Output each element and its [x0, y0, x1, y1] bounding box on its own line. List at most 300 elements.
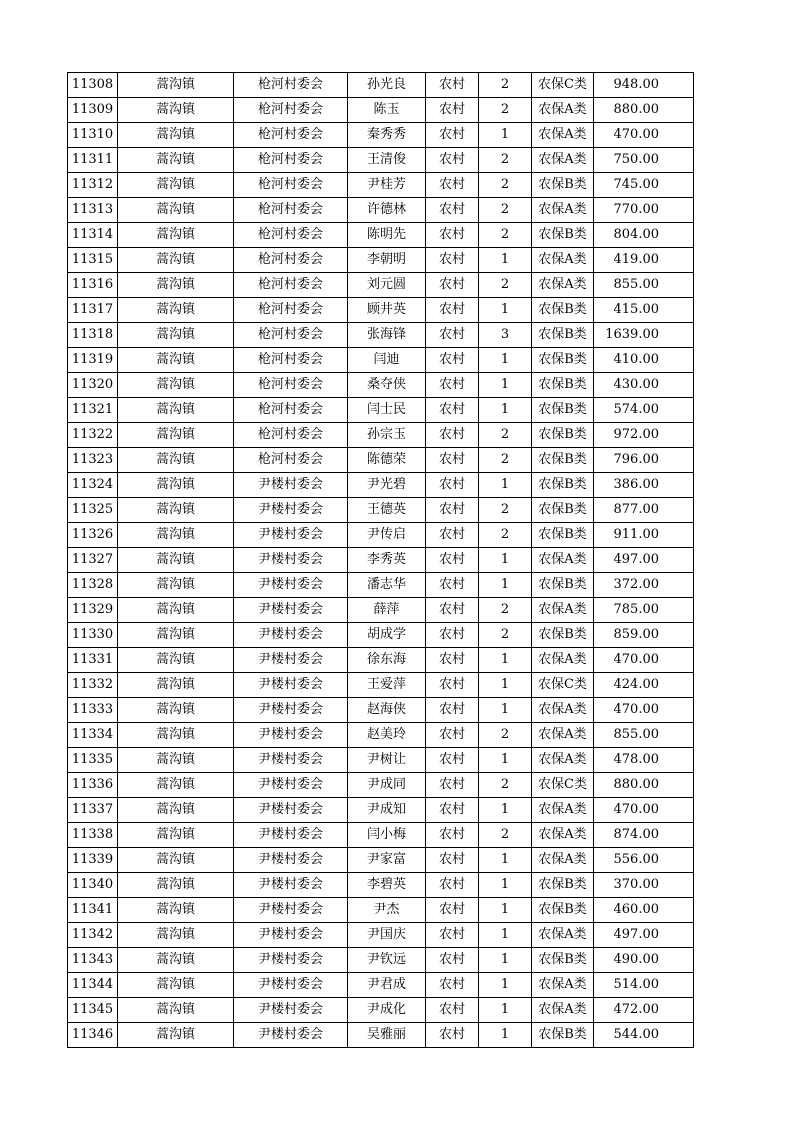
person-name-cell: 顾井英	[348, 298, 426, 323]
household-size-cell: 2	[479, 823, 532, 848]
village-committee-cell: 枪河村委会	[234, 323, 348, 348]
record-id-cell: 11331	[68, 648, 118, 673]
insurance-category-cell: 农保C类	[532, 673, 594, 698]
amount-cell: 372.00	[594, 573, 694, 598]
town-cell: 蒿沟镇	[118, 973, 234, 998]
household-size-cell: 2	[479, 773, 532, 798]
town-cell: 蒿沟镇	[118, 448, 234, 473]
amount-cell: 880.00	[594, 773, 694, 798]
area-type-cell: 农村	[426, 373, 479, 398]
record-id-cell: 11340	[68, 873, 118, 898]
area-type-cell: 农村	[426, 73, 479, 98]
record-id-cell: 11330	[68, 623, 118, 648]
area-type-cell: 农村	[426, 848, 479, 873]
area-type-cell: 农村	[426, 648, 479, 673]
village-committee-cell: 尹楼村委会	[234, 473, 348, 498]
amount-cell: 948.00	[594, 73, 694, 98]
record-id-cell: 11308	[68, 73, 118, 98]
table-row	[68, 773, 694, 798]
insurance-category-cell: 农保A类	[532, 598, 594, 623]
insurance-category-cell: 农保C类	[532, 73, 594, 98]
record-id-cell: 11309	[68, 98, 118, 123]
area-type-cell: 农村	[426, 948, 479, 973]
village-committee-cell: 尹楼村委会	[234, 998, 348, 1023]
village-committee-cell: 尹楼村委会	[234, 573, 348, 598]
amount-cell: 796.00	[594, 448, 694, 473]
table-row	[68, 123, 694, 148]
town-cell: 蒿沟镇	[118, 198, 234, 223]
amount-cell: 855.00	[594, 273, 694, 298]
insurance-category-cell: 农保A类	[532, 998, 594, 1023]
area-type-cell: 农村	[426, 548, 479, 573]
household-size-cell: 1	[479, 998, 532, 1023]
household-size-cell: 1	[479, 923, 532, 948]
record-id-cell: 11341	[68, 898, 118, 923]
amount-cell: 804.00	[594, 223, 694, 248]
person-name-cell: 闫小梅	[348, 823, 426, 848]
table-row	[68, 298, 694, 323]
area-type-cell: 农村	[426, 573, 479, 598]
table-row	[68, 623, 694, 648]
person-name-cell: 胡成学	[348, 623, 426, 648]
insurance-category-cell: 农保B类	[532, 373, 594, 398]
person-name-cell: 闫士民	[348, 398, 426, 423]
household-size-cell: 2	[479, 223, 532, 248]
table-row	[68, 723, 694, 748]
village-committee-cell: 尹楼村委会	[234, 873, 348, 898]
area-type-cell: 农村	[426, 498, 479, 523]
record-id-cell: 11336	[68, 773, 118, 798]
village-committee-cell: 枪河村委会	[234, 298, 348, 323]
village-committee-cell: 枪河村委会	[234, 248, 348, 273]
person-name-cell: 尹君成	[348, 973, 426, 998]
table-row	[68, 473, 694, 498]
amount-cell: 855.00	[594, 723, 694, 748]
village-committee-cell: 枪河村委会	[234, 348, 348, 373]
person-name-cell: 闫迪	[348, 348, 426, 373]
record-id-cell: 11329	[68, 598, 118, 623]
village-committee-cell: 尹楼村委会	[234, 748, 348, 773]
town-cell: 蒿沟镇	[118, 848, 234, 873]
area-type-cell: 农村	[426, 348, 479, 373]
town-cell: 蒿沟镇	[118, 623, 234, 648]
record-id-cell: 11325	[68, 498, 118, 523]
area-type-cell: 农村	[426, 398, 479, 423]
household-size-cell: 1	[479, 398, 532, 423]
person-name-cell: 尹杰	[348, 898, 426, 923]
record-id-cell: 11310	[68, 123, 118, 148]
village-committee-cell: 枪河村委会	[234, 198, 348, 223]
table-row	[68, 498, 694, 523]
household-size-cell: 1	[479, 848, 532, 873]
table-row	[68, 648, 694, 673]
insurance-category-cell: 农保A类	[532, 198, 594, 223]
town-cell: 蒿沟镇	[118, 223, 234, 248]
town-cell: 蒿沟镇	[118, 498, 234, 523]
town-cell: 蒿沟镇	[118, 523, 234, 548]
amount-cell: 544.00	[594, 1023, 694, 1048]
insurance-category-cell: 农保A类	[532, 798, 594, 823]
area-type-cell: 农村	[426, 773, 479, 798]
household-size-cell: 2	[479, 148, 532, 173]
amount-cell: 497.00	[594, 548, 694, 573]
amount-cell: 478.00	[594, 748, 694, 773]
village-committee-cell: 尹楼村委会	[234, 698, 348, 723]
insurance-category-cell: 农保A类	[532, 973, 594, 998]
town-cell: 蒿沟镇	[118, 798, 234, 823]
household-size-cell: 1	[479, 673, 532, 698]
amount-cell: 1639.00	[594, 323, 694, 348]
person-name-cell: 王爱萍	[348, 673, 426, 698]
record-id-cell: 11312	[68, 173, 118, 198]
town-cell: 蒿沟镇	[118, 1023, 234, 1048]
town-cell: 蒿沟镇	[118, 248, 234, 273]
table-row	[68, 73, 694, 98]
record-id-cell: 11338	[68, 823, 118, 848]
town-cell: 蒿沟镇	[118, 123, 234, 148]
village-committee-cell: 尹楼村委会	[234, 923, 348, 948]
person-name-cell: 尹传启	[348, 523, 426, 548]
record-id-cell: 11343	[68, 948, 118, 973]
village-committee-cell: 枪河村委会	[234, 448, 348, 473]
person-name-cell: 秦秀秀	[348, 123, 426, 148]
town-cell: 蒿沟镇	[118, 323, 234, 348]
amount-cell: 750.00	[594, 148, 694, 173]
insurance-category-cell: 农保A类	[532, 273, 594, 298]
amount-cell: 770.00	[594, 198, 694, 223]
area-type-cell: 农村	[426, 223, 479, 248]
record-id-cell: 11332	[68, 673, 118, 698]
table-row	[68, 798, 694, 823]
insurance-category-cell: 农保A类	[532, 123, 594, 148]
table-row	[68, 248, 694, 273]
insurance-category-cell: 农保B类	[532, 323, 594, 348]
area-type-cell: 农村	[426, 873, 479, 898]
person-name-cell: 李碧英	[348, 873, 426, 898]
household-size-cell: 1	[479, 698, 532, 723]
record-id-cell: 11322	[68, 423, 118, 448]
area-type-cell: 农村	[426, 173, 479, 198]
amount-cell: 911.00	[594, 523, 694, 548]
area-type-cell: 农村	[426, 898, 479, 923]
insurance-category-cell: 农保B类	[532, 623, 594, 648]
person-name-cell: 薛萍	[348, 598, 426, 623]
record-id-cell: 11326	[68, 523, 118, 548]
table-row	[68, 348, 694, 373]
amount-cell: 470.00	[594, 123, 694, 148]
town-cell: 蒿沟镇	[118, 473, 234, 498]
town-cell: 蒿沟镇	[118, 823, 234, 848]
person-name-cell: 陈德荣	[348, 448, 426, 473]
village-committee-cell: 尹楼村委会	[234, 498, 348, 523]
person-name-cell: 赵美玲	[348, 723, 426, 748]
person-name-cell: 尹家富	[348, 848, 426, 873]
insurance-category-cell: 农保A类	[532, 148, 594, 173]
town-cell: 蒿沟镇	[118, 373, 234, 398]
table-row	[68, 748, 694, 773]
village-committee-cell: 枪河村委会	[234, 173, 348, 198]
record-id-cell: 11324	[68, 473, 118, 498]
insurance-category-cell: 农保A类	[532, 748, 594, 773]
person-name-cell: 王清俊	[348, 148, 426, 173]
area-type-cell: 农村	[426, 473, 479, 498]
person-name-cell: 王德英	[348, 498, 426, 523]
person-name-cell: 许德林	[348, 198, 426, 223]
insurance-category-cell: 农保C类	[532, 773, 594, 798]
table-row	[68, 873, 694, 898]
village-committee-cell: 尹楼村委会	[234, 598, 348, 623]
household-size-cell: 1	[479, 873, 532, 898]
amount-cell: 497.00	[594, 923, 694, 948]
insurance-category-cell: 农保A类	[532, 823, 594, 848]
person-name-cell: 尹光碧	[348, 473, 426, 498]
village-committee-cell: 枪河村委会	[234, 373, 348, 398]
household-size-cell: 2	[479, 73, 532, 98]
town-cell: 蒿沟镇	[118, 298, 234, 323]
amount-cell: 556.00	[594, 848, 694, 873]
town-cell: 蒿沟镇	[118, 648, 234, 673]
amount-cell: 424.00	[594, 673, 694, 698]
amount-cell: 859.00	[594, 623, 694, 648]
village-committee-cell: 尹楼村委会	[234, 823, 348, 848]
town-cell: 蒿沟镇	[118, 73, 234, 98]
village-committee-cell: 尹楼村委会	[234, 723, 348, 748]
insurance-category-cell: 农保B类	[532, 473, 594, 498]
insurance-category-cell: 农保B类	[532, 173, 594, 198]
person-name-cell: 刘元圆	[348, 273, 426, 298]
record-id-cell: 11311	[68, 148, 118, 173]
table-row	[68, 98, 694, 123]
record-id-cell: 11313	[68, 198, 118, 223]
amount-cell: 745.00	[594, 173, 694, 198]
village-committee-cell: 枪河村委会	[234, 273, 348, 298]
table-body	[68, 73, 694, 1048]
town-cell: 蒿沟镇	[118, 398, 234, 423]
village-committee-cell: 尹楼村委会	[234, 798, 348, 823]
amount-cell: 880.00	[594, 98, 694, 123]
amount-cell: 490.00	[594, 948, 694, 973]
town-cell: 蒿沟镇	[118, 598, 234, 623]
record-id-cell: 11334	[68, 723, 118, 748]
person-name-cell: 尹钦远	[348, 948, 426, 973]
table-row	[68, 223, 694, 248]
amount-cell: 419.00	[594, 248, 694, 273]
insurance-category-cell: 农保A类	[532, 248, 594, 273]
table-row	[68, 448, 694, 473]
household-size-cell: 2	[479, 98, 532, 123]
village-committee-cell: 枪河村委会	[234, 398, 348, 423]
insurance-category-cell: 农保B类	[532, 298, 594, 323]
town-cell: 蒿沟镇	[118, 998, 234, 1023]
person-name-cell: 桑夺侠	[348, 373, 426, 398]
person-name-cell: 陈玉	[348, 98, 426, 123]
household-size-cell: 1	[479, 348, 532, 373]
village-committee-cell: 尹楼村委会	[234, 648, 348, 673]
household-size-cell: 2	[479, 273, 532, 298]
insurance-category-cell: 农保B类	[532, 573, 594, 598]
record-id-cell: 11320	[68, 373, 118, 398]
area-type-cell: 农村	[426, 523, 479, 548]
insurance-category-cell: 农保B类	[532, 223, 594, 248]
record-id-cell: 11335	[68, 748, 118, 773]
village-committee-cell: 尹楼村委会	[234, 548, 348, 573]
area-type-cell: 农村	[426, 998, 479, 1023]
amount-cell: 874.00	[594, 823, 694, 848]
town-cell: 蒿沟镇	[118, 98, 234, 123]
person-name-cell: 尹成化	[348, 998, 426, 1023]
town-cell: 蒿沟镇	[118, 948, 234, 973]
table-row	[68, 923, 694, 948]
amount-cell: 574.00	[594, 398, 694, 423]
town-cell: 蒿沟镇	[118, 673, 234, 698]
person-name-cell: 尹树让	[348, 748, 426, 773]
town-cell: 蒿沟镇	[118, 173, 234, 198]
table-row	[68, 548, 694, 573]
record-id-cell: 11314	[68, 223, 118, 248]
area-type-cell: 农村	[426, 123, 479, 148]
area-type-cell: 农村	[426, 448, 479, 473]
record-id-cell: 11346	[68, 1023, 118, 1048]
insurance-category-cell: 农保B类	[532, 523, 594, 548]
insurance-category-cell: 农保B类	[532, 873, 594, 898]
table-row	[68, 148, 694, 173]
household-size-cell: 1	[479, 373, 532, 398]
household-size-cell: 1	[479, 748, 532, 773]
table-row	[68, 173, 694, 198]
insurance-category-cell: 农保A类	[532, 698, 594, 723]
area-type-cell: 农村	[426, 1023, 479, 1048]
household-size-cell: 3	[479, 323, 532, 348]
household-size-cell: 1	[479, 973, 532, 998]
amount-cell: 470.00	[594, 698, 694, 723]
household-size-cell: 1	[479, 248, 532, 273]
household-size-cell: 2	[479, 173, 532, 198]
record-id-cell: 11323	[68, 448, 118, 473]
household-size-cell: 2	[479, 723, 532, 748]
person-name-cell: 陈明先	[348, 223, 426, 248]
record-id-cell: 11342	[68, 923, 118, 948]
insurance-category-cell: 农保A类	[532, 548, 594, 573]
amount-cell: 430.00	[594, 373, 694, 398]
village-committee-cell: 枪河村委会	[234, 223, 348, 248]
data-table	[67, 72, 694, 1048]
village-committee-cell: 枪河村委会	[234, 423, 348, 448]
area-type-cell: 农村	[426, 698, 479, 723]
insurance-category-cell: 农保A类	[532, 648, 594, 673]
village-committee-cell: 尹楼村委会	[234, 773, 348, 798]
insurance-category-cell: 农保B类	[532, 898, 594, 923]
insurance-category-cell: 农保A类	[532, 848, 594, 873]
amount-cell: 415.00	[594, 298, 694, 323]
amount-cell: 785.00	[594, 598, 694, 623]
area-type-cell: 农村	[426, 323, 479, 348]
person-name-cell: 徐东海	[348, 648, 426, 673]
town-cell: 蒿沟镇	[118, 873, 234, 898]
amount-cell: 472.00	[594, 998, 694, 1023]
village-committee-cell: 枪河村委会	[234, 148, 348, 173]
town-cell: 蒿沟镇	[118, 898, 234, 923]
area-type-cell: 农村	[426, 823, 479, 848]
area-type-cell: 农村	[426, 148, 479, 173]
household-size-cell: 1	[479, 948, 532, 973]
table-row	[68, 698, 694, 723]
town-cell: 蒿沟镇	[118, 548, 234, 573]
village-committee-cell: 尹楼村委会	[234, 1023, 348, 1048]
insurance-category-cell: 农保B类	[532, 423, 594, 448]
table-row	[68, 973, 694, 998]
table-row	[68, 273, 694, 298]
insurance-category-cell: 农保A类	[532, 98, 594, 123]
village-committee-cell: 枪河村委会	[234, 98, 348, 123]
area-type-cell: 农村	[426, 598, 479, 623]
household-size-cell: 1	[479, 548, 532, 573]
household-size-cell: 2	[479, 448, 532, 473]
person-name-cell: 张海锋	[348, 323, 426, 348]
insurance-category-cell: 农保B类	[532, 348, 594, 373]
area-type-cell: 农村	[426, 748, 479, 773]
table-row	[68, 598, 694, 623]
record-id-cell: 11327	[68, 548, 118, 573]
amount-cell: 470.00	[594, 798, 694, 823]
area-type-cell: 农村	[426, 798, 479, 823]
person-name-cell: 潘志华	[348, 573, 426, 598]
person-name-cell: 尹桂芳	[348, 173, 426, 198]
household-size-cell: 1	[479, 798, 532, 823]
village-committee-cell: 枪河村委会	[234, 123, 348, 148]
insurance-category-cell: 农保B类	[532, 948, 594, 973]
town-cell: 蒿沟镇	[118, 723, 234, 748]
person-name-cell: 赵海侠	[348, 698, 426, 723]
household-size-cell: 1	[479, 1023, 532, 1048]
table-row	[68, 1023, 694, 1048]
person-name-cell: 尹国庆	[348, 923, 426, 948]
village-committee-cell: 尹楼村委会	[234, 848, 348, 873]
amount-cell: 514.00	[594, 973, 694, 998]
town-cell: 蒿沟镇	[118, 748, 234, 773]
table-row	[68, 848, 694, 873]
insurance-category-cell: 农保B类	[532, 448, 594, 473]
table-row	[68, 198, 694, 223]
village-committee-cell: 尹楼村委会	[234, 523, 348, 548]
person-name-cell: 孙宗玉	[348, 423, 426, 448]
table-row	[68, 673, 694, 698]
record-id-cell: 11318	[68, 323, 118, 348]
table-row	[68, 573, 694, 598]
person-name-cell: 李朝明	[348, 248, 426, 273]
household-size-cell: 1	[479, 898, 532, 923]
amount-cell: 877.00	[594, 498, 694, 523]
table-row	[68, 323, 694, 348]
household-size-cell: 1	[479, 298, 532, 323]
record-id-cell: 11315	[68, 248, 118, 273]
record-id-cell: 11319	[68, 348, 118, 373]
town-cell: 蒿沟镇	[118, 423, 234, 448]
town-cell: 蒿沟镇	[118, 348, 234, 373]
person-name-cell: 吴雅丽	[348, 1023, 426, 1048]
household-size-cell: 2	[479, 623, 532, 648]
household-size-cell: 2	[479, 523, 532, 548]
amount-cell: 370.00	[594, 873, 694, 898]
household-size-cell: 2	[479, 498, 532, 523]
area-type-cell: 农村	[426, 248, 479, 273]
town-cell: 蒿沟镇	[118, 773, 234, 798]
area-type-cell: 农村	[426, 723, 479, 748]
area-type-cell: 农村	[426, 273, 479, 298]
person-name-cell: 尹成同	[348, 773, 426, 798]
village-committee-cell: 尹楼村委会	[234, 898, 348, 923]
record-id-cell: 11317	[68, 298, 118, 323]
village-committee-cell: 尹楼村委会	[234, 673, 348, 698]
